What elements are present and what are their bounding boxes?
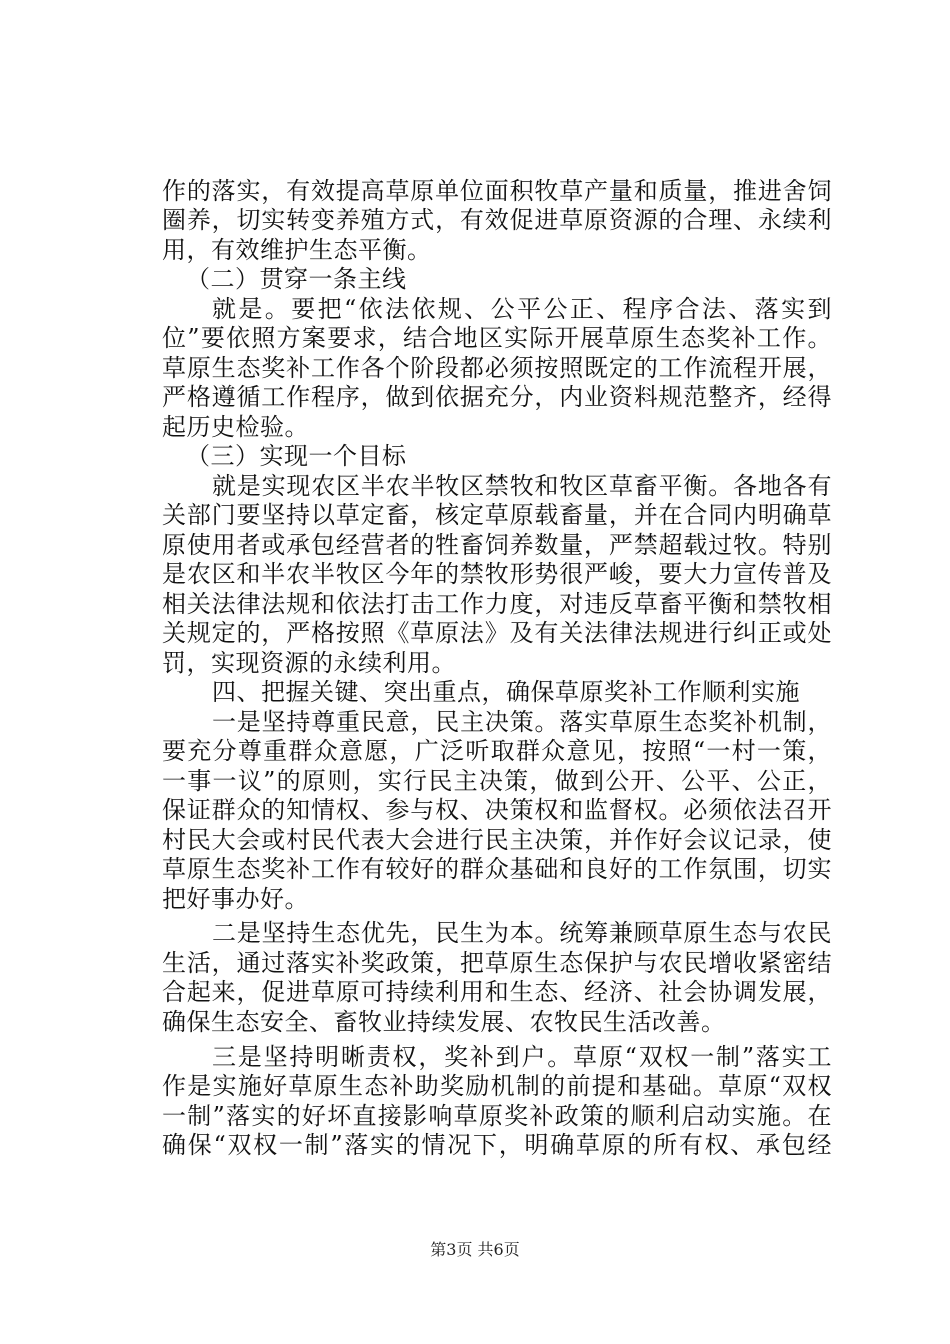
text-line: 一制”落实的好坏直接影响草原奖补政策的顺利启动实施。在: [162, 1101, 832, 1130]
text-line: 就是实现农区半农半牧区禁牧和牧区草畜平衡。各地各有: [212, 471, 832, 500]
text-line: 生活，通过落实补奖政策，把草原生态保护与农民增收紧密结: [162, 948, 832, 977]
text-line: 草原生态奖补工作各个阶段都必须按照既定的工作流程开展，: [162, 353, 832, 382]
text-line: 用，有效维护生态平衡。: [162, 235, 432, 264]
text-line: 四、把握关键、突出重点，确保草原奖补工作顺利实施: [212, 678, 800, 707]
text-line: 圈养，切实转变养殖方式，有效促进草原资源的合理、永续利: [162, 206, 832, 235]
text-line: 罚，实现资源的永续利用。: [162, 648, 456, 677]
text-line: 相关法律法规和依法打击工作力度，对违反草畜平衡和禁牧相: [162, 589, 832, 618]
text-line: 村民大会或村民代表大会进行民主决策，并作好会议记录，使: [162, 825, 832, 854]
page-footer: 第3页 共6页: [430, 1240, 520, 1259]
text-line: 是农区和半农半牧区今年的禁牧形势很严峻，要大力宣传普及: [162, 560, 832, 589]
text-line: 一是坚持尊重民意，民主决策。落实草原生态奖补机制，: [212, 707, 832, 736]
text-line: 三是坚持明晰责权，奖补到户。草原“双权一制”落实工: [212, 1042, 832, 1071]
text-line: 作是实施好草原生态补助奖励机制的前提和基础。草原“双权: [162, 1072, 832, 1101]
text-line: 把好事办好。: [162, 884, 309, 913]
text-line: 起历史检验。: [162, 412, 309, 441]
text-line: 严格遵循工作程序，做到依据充分，内业资料规范整齐，经得: [162, 383, 832, 412]
text-line: 原使用者或承包经营者的牲畜饲养数量，严禁超载过牧。特别: [162, 530, 832, 559]
text-line: 合起来，促进草原可持续利用和生态、经济、社会协调发展，: [162, 978, 832, 1007]
text-line: 确保生态安全、畜牧业持续发展、农牧民生活改善。: [162, 1007, 726, 1036]
text-line: 草原生态奖补工作有较好的群众基础和良好的工作氛围，切实: [162, 855, 832, 884]
text-line: 位”要依照方案要求，结合地区实际开展草原生态奖补工作。: [162, 324, 832, 353]
text-line: 关部门要坚持以草定畜，核定草原载畜量，并在合同内明确草: [162, 501, 832, 530]
text-line: （三）实现一个目标: [186, 442, 407, 471]
text-line: 关规定的，严格按照《草原法》及有关法律法规进行纠正或处: [162, 619, 832, 648]
text-line: 保证群众的知情权、参与权、决策权和监督权。必须依法召开: [162, 796, 832, 825]
text-line: 要充分尊重群众意愿，广泛听取群众意见，按照“一村一策，: [162, 737, 832, 766]
text-line: 二是坚持生态优先，民生为本。统筹兼顾草原生态与农民: [212, 919, 832, 948]
text-line: （二）贯穿一条主线: [186, 265, 407, 294]
text-line: 确保“双权一制”落实的情况下，明确草原的所有权、承包经: [162, 1131, 832, 1160]
text-line: 作的落实，有效提高草原单位面积牧草产量和质量，推进舍饲: [162, 177, 832, 205]
text-line: 一事一议”的原则，实行民主决策，做到公开、公平、公正，: [162, 766, 832, 795]
text-line: 就是。要把“依法依规、公平公正、程序合法、落实到: [212, 294, 832, 323]
